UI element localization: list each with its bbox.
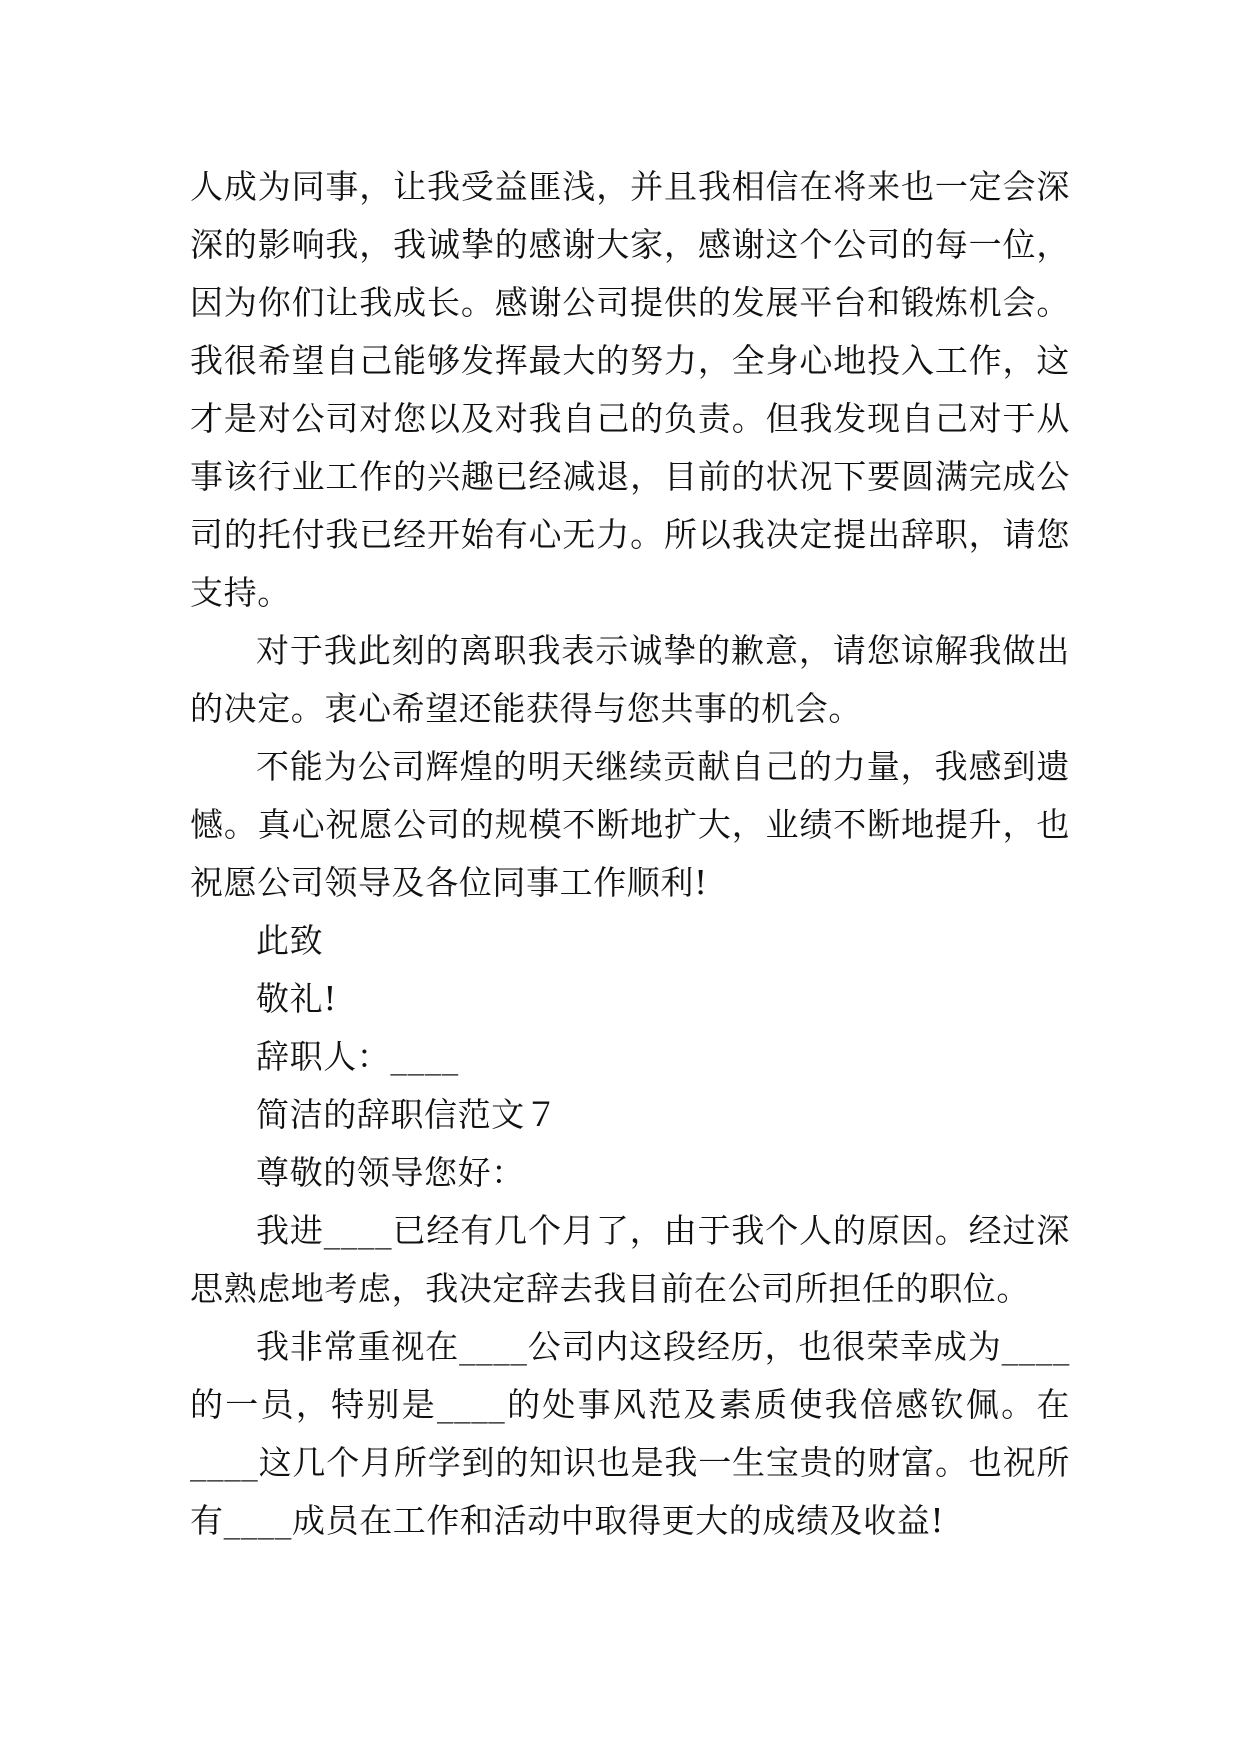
- body-line-8: 支持。: [190, 573, 291, 612]
- body-line-6: 事该行业工作的兴趣已经减退，目前的状况下要圆满完成公: [190, 457, 1070, 496]
- paragraph-wishes-line-1: 不能为公司辉煌的明天继续贡献自己的力量，我感到遗: [256, 747, 1070, 786]
- signature-line: 辞职人：____: [256, 1037, 459, 1076]
- body-line-1: 人成为同事，让我受益匪浅，并且我相信在将来也一定会深: [190, 167, 1070, 206]
- body-line-4: 我很希望自己能够发挥最大的努力，全身心地投入工作，这: [190, 341, 1070, 380]
- paragraph-intro-line-1: 我进____已经有几个月了，由于我个人的原因。经过深: [256, 1211, 1070, 1250]
- paragraph-gratitude-line-1: 我非常重视在____公司内这段经历，也很荣幸成为____: [256, 1327, 1070, 1366]
- closing-cizhi: 此致: [256, 921, 324, 960]
- paragraph-gratitude-line-4: 有____成员在工作和活动中取得更大的成绩及收益!: [190, 1501, 945, 1540]
- paragraph-wishes-line-2: 憾。真心祝愿公司的规模不断地扩大，业绩不断地提升，也: [190, 805, 1070, 844]
- salutation: 尊敬的领导您好：: [256, 1153, 525, 1192]
- body-line-5: 才是对公司对您以及对我自己的负责。但我发现自己对于从: [190, 399, 1070, 438]
- paragraph-wishes-line-3: 祝愿公司领导及各位同事工作顺利!: [190, 863, 708, 902]
- body-line-3: 因为你们让我成长。感谢公司提供的发展平台和锻炼机会。: [190, 283, 1070, 322]
- body-line-7: 司的托付我已经开始有心无力。所以我决定提出辞职，请您: [190, 515, 1070, 554]
- paragraph-intro-line-2: 思熟虑地考虑，我决定辞去我目前在公司所担任的职位。: [190, 1269, 1030, 1308]
- closing-jingli: 敬礼!: [256, 979, 338, 1018]
- section-title: 简洁的辞职信范文７: [256, 1095, 559, 1134]
- paragraph-apology-line-1: 对于我此刻的离职我表示诚挚的歉意，请您谅解我做出: [256, 631, 1070, 670]
- body-line-2: 深的影响我，我诚挚的感谢大家，感谢这个公司的每一位，: [190, 225, 1070, 264]
- paragraph-apology-line-2: 的决定。衷心希望还能获得与您共事的机会。: [190, 689, 862, 728]
- paragraph-gratitude-line-2: 的一员，特别是____的处事风范及素质使我倍感钦佩。在: [190, 1385, 1070, 1424]
- paragraph-gratitude-line-3: ____这几个月所学到的知识也是我一生宝贵的财富。也祝所: [190, 1443, 1070, 1482]
